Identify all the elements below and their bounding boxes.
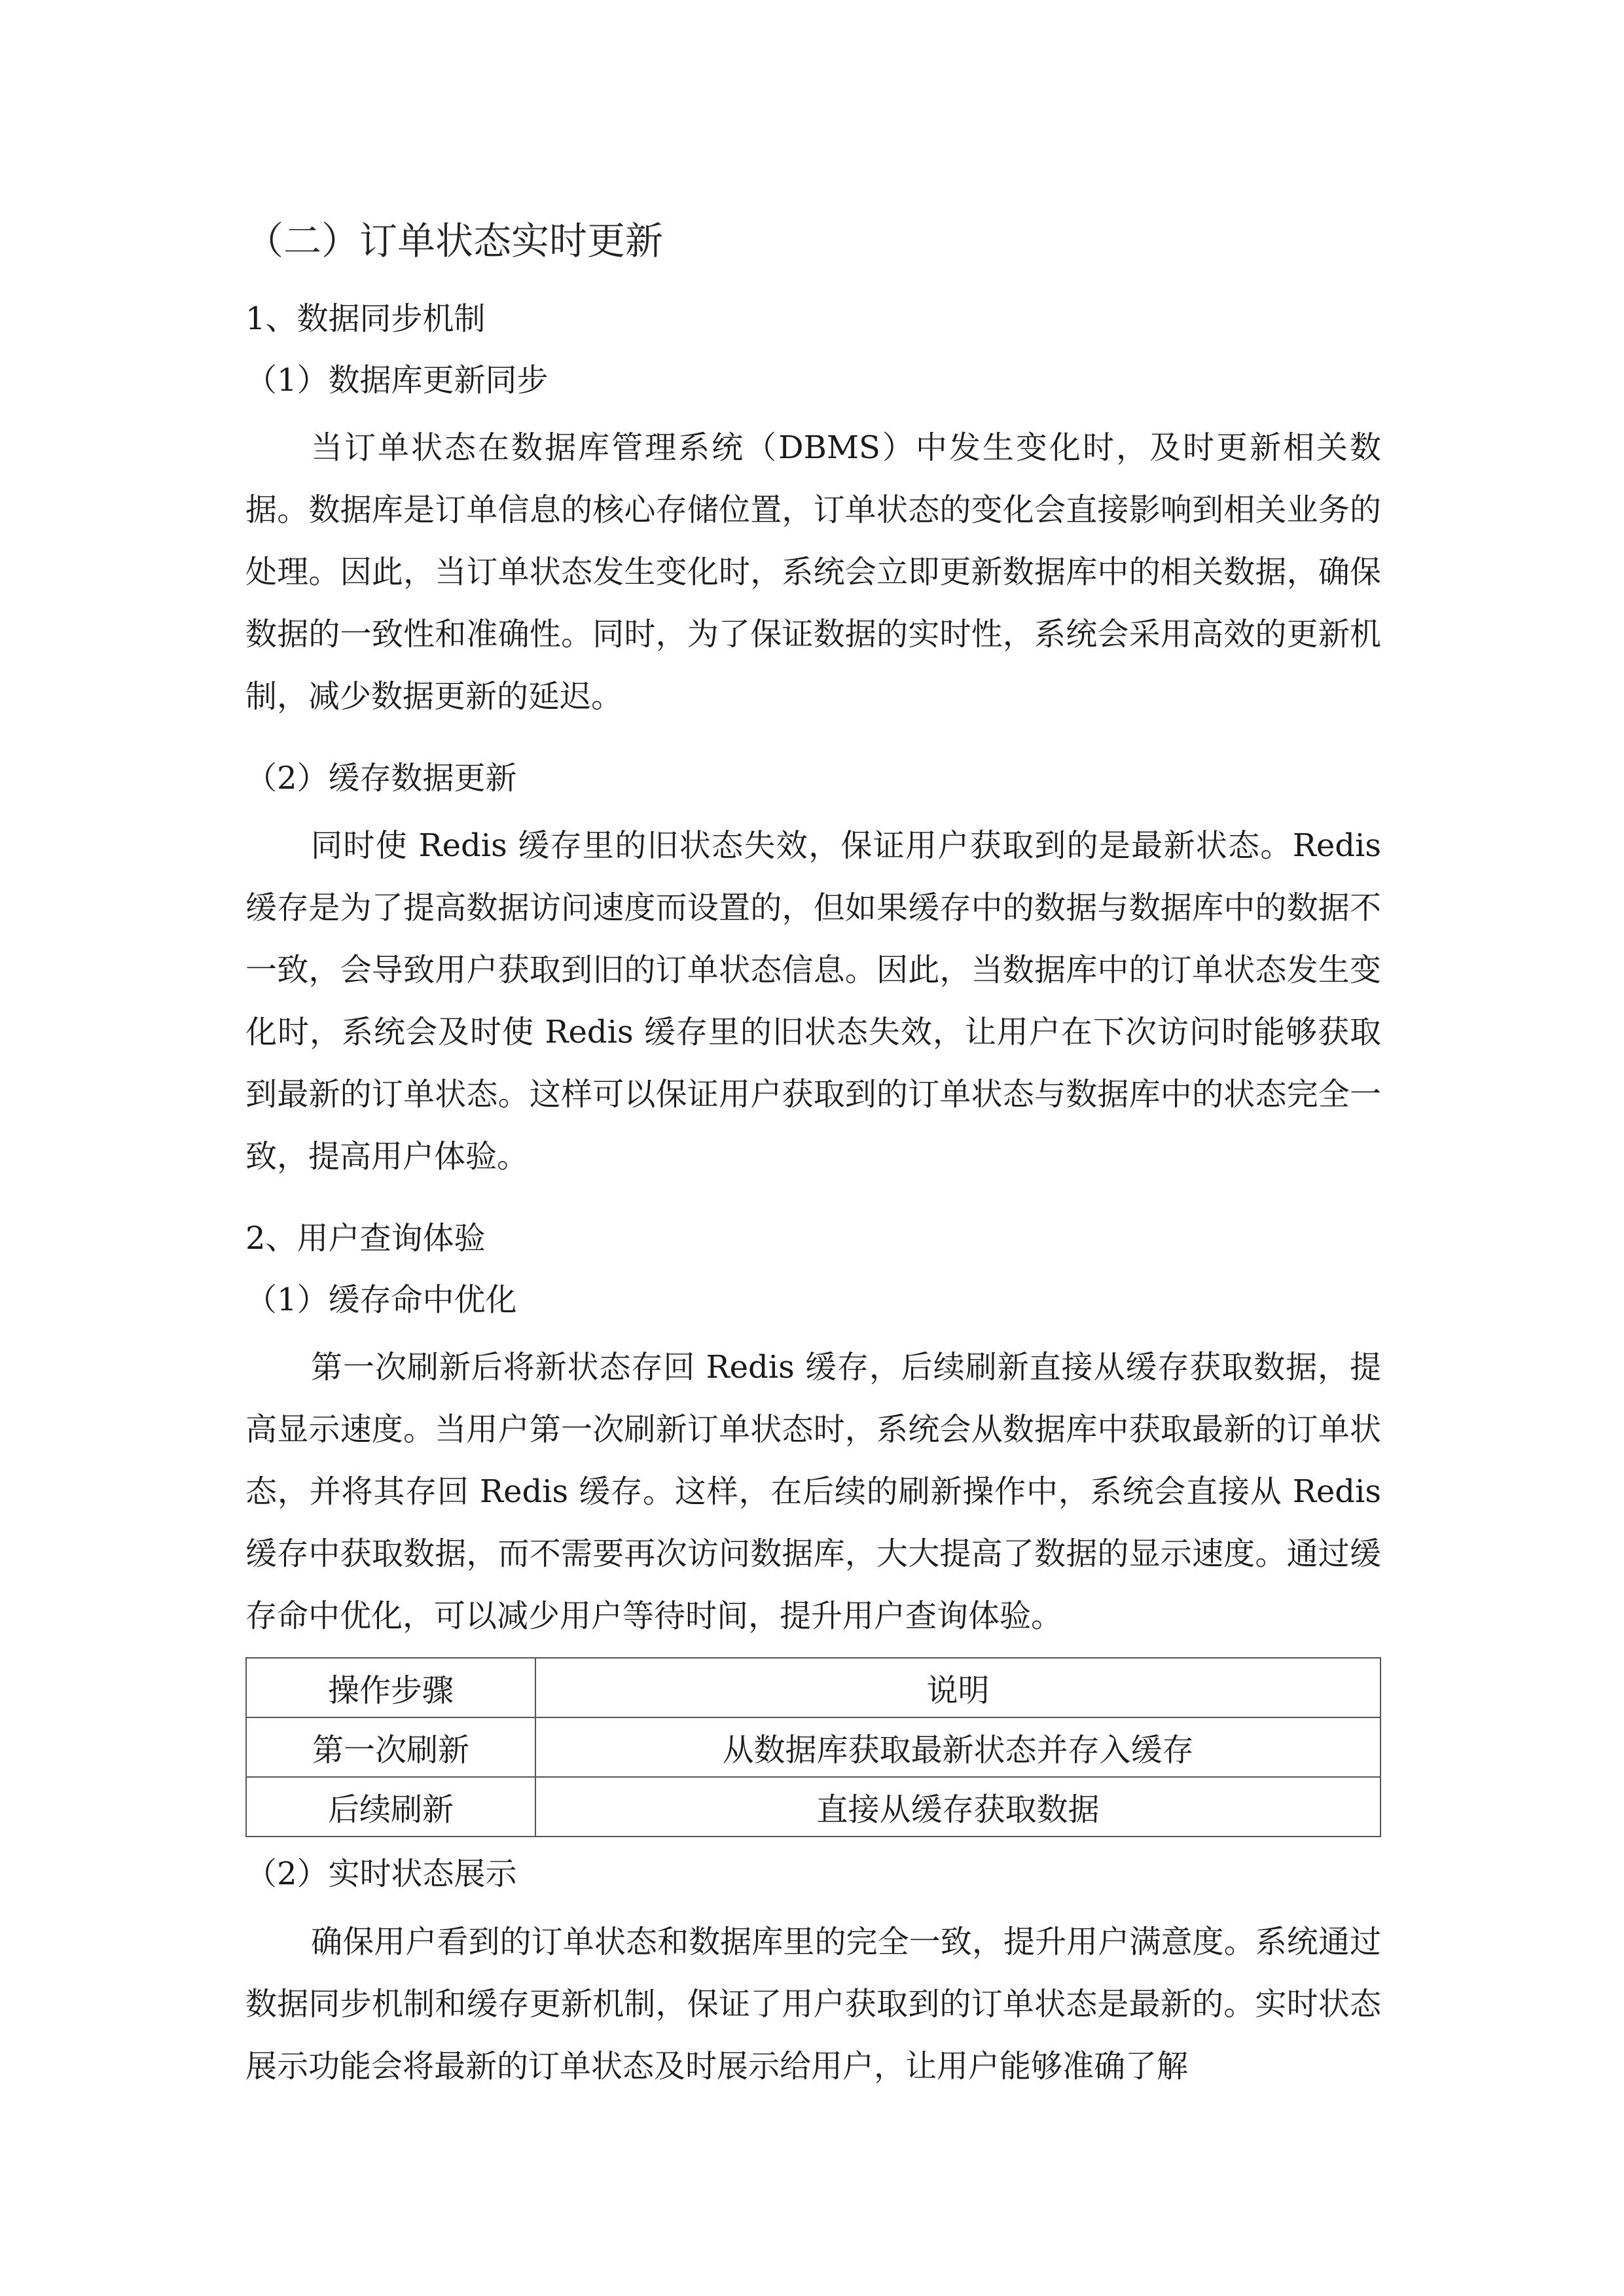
section-heading: 1、数据同步机制 xyxy=(245,300,486,337)
subsection-heading: （1）缓存命中优化 xyxy=(245,1282,517,1318)
table-row xyxy=(246,1777,1380,1837)
subsection-heading: （2）缓存数据更新 xyxy=(245,760,517,797)
table-cell: 直接从缓存获取数据 xyxy=(535,1777,1380,1837)
table-row xyxy=(246,1717,1380,1777)
paragraph: 第一次刷新后将新状态存回 Redis 缓存，后续刷新直接从缓存获取数据，提高显示速度。当用户第一次刷新订单状态时，系统会从数据库中获取最新的订单状态，并将其存回 Redis 缓存。这样，在后续的刷新操作中，系统会直接从 Redis 缓存中获取数据，而不需要再次访问数据库，大大提高了数据的显示速度。通过缓存命中优化，可以减少用户等待时间，提升用户查询体验。 xyxy=(245,1349,1381,1634)
table-cell: 从数据库获取最新状态并存入缓存 xyxy=(535,1717,1380,1777)
paragraph: 确保用户看到的订单状态和数据库里的完全一致，提升用户满意度。系统通过数据同步机制和缓存更新机制，保证了用户获取到的订单状态是最新的。实时状态展示功能会将最新的订单状态及时展示给用户，让用户能够准确了解 xyxy=(245,1924,1381,2085)
table-cell: 第一次刷新 xyxy=(246,1717,535,1777)
section-heading: 2、用户查询体验 xyxy=(245,1220,486,1257)
table-cell: 后续刷新 xyxy=(246,1777,535,1837)
subsection-heading: （2）实时状态展示 xyxy=(245,1856,517,1892)
steps-table xyxy=(245,1657,1381,1837)
paragraph: 同时使 Redis 缓存里的旧状态失效，保证用户获取到的是最新状态。Redis 缓存是为了提高数据访问速度而设置的，但如果缓存中的数据与数据库中的数据不一致，会导致用户获取到旧的订单状态信息。因此，当数据库中的订单状态发生变化时，系统会及时使 Redis 缓存里的旧状态失效，让用户在下次访问时能够获取到最新的订单状态。这样可以保证用户获取到的订单状态与数据库中的状态完全一致，提高用户体验。 xyxy=(245,827,1381,1175)
table-header-row xyxy=(246,1658,1380,1717)
table-header-cell: 说明 xyxy=(535,1658,1380,1717)
paragraph: 当订单状态在数据库管理系统（DBMS）中发生变化时，及时更新相关数据。数据库是订单信息的核心存储位置，订单状态的变化会直接影响到相关业务的处理。因此，当订单状态发生变化时，系统会立即更新数据库中的相关数据，确保数据的一致性和准确性。同时，为了保证数据的实时性，系统会采用高效的更新机制，减少数据更新的延迟。 xyxy=(245,429,1381,715)
page-title: （二）订单状态实时更新 xyxy=(245,219,664,263)
table-header-cell: 操作步骤 xyxy=(246,1658,535,1717)
subsection-heading: （1）数据库更新同步 xyxy=(245,362,549,399)
